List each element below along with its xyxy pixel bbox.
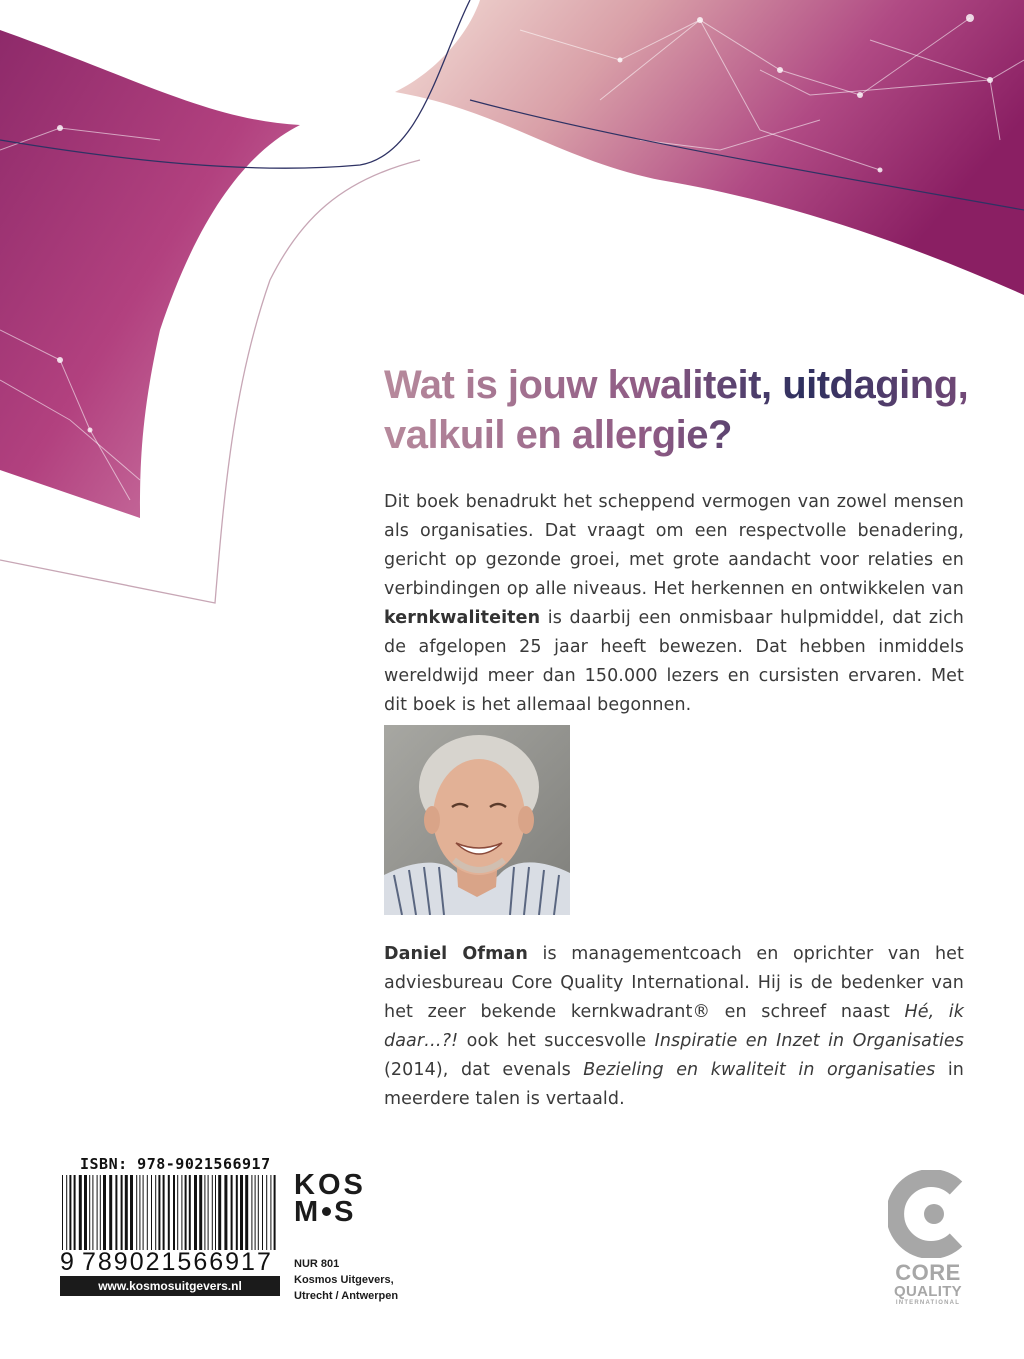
publisher-website: www.kosmosuitgevers.nl bbox=[60, 1276, 280, 1296]
barcode-block bbox=[60, 1155, 280, 1296]
publisher-city: Utrecht / Antwerpen bbox=[294, 1290, 399, 1302]
blurb-keyword: kernkwaliteiten bbox=[384, 608, 541, 628]
bio-title-1: Hé, ik daar…?! bbox=[384, 1002, 965, 1051]
core-quality-line-1: CORE bbox=[895, 1260, 961, 1285]
blurb-text-2: is daarbij een onmisbaar hulpmiddel, dat zich de afgelopen 25 jaar heeft bewezen. Dat hebben inmiddels wereldwijd meer dan 150.000 lezers en cursisten ervaren. Met dit boek is het allemaal begonnen. bbox=[384, 608, 964, 715]
bio-title-2: Inspiratie en Inzet in Organisaties bbox=[654, 1031, 964, 1051]
author-bio bbox=[384, 940, 964, 1114]
left-gradient-shape bbox=[0, 30, 300, 518]
kosmos-dot-icon bbox=[322, 1207, 331, 1216]
bio-text-2: ook het succesvolle bbox=[458, 1031, 655, 1051]
bio-text-3: (2014), dat evenals bbox=[384, 1060, 584, 1080]
nur-code: NUR 801 bbox=[294, 1258, 340, 1270]
kosmos-logo-s: S bbox=[334, 1196, 357, 1228]
core-quality-line-3: INTERNATIONAL bbox=[895, 1300, 961, 1306]
publisher-name: Kosmos Uitgevers, bbox=[294, 1274, 394, 1286]
bio-title-3: Bezieling en kwaliteit in organisaties bbox=[583, 1060, 936, 1080]
headline-line-2: valkuil en allergie? bbox=[384, 413, 732, 457]
core-quality-logo bbox=[888, 1170, 968, 1307]
isbn-label: ISBN: 978-9021566917 bbox=[80, 1155, 271, 1173]
kosmos-logo-m: M bbox=[294, 1196, 322, 1228]
blurb-text-1: Dit boek benadrukt het scheppend vermogen van zowel mensen als organisaties. Dat vraagt om een respectvolle benadering, gericht op gezonde groei, met grote aandacht voor relaties en verbindingen op alle niveaus. Het herkennen en ontwikkelen van bbox=[384, 492, 964, 599]
headline bbox=[384, 360, 984, 460]
core-quality-c-icon bbox=[888, 1170, 968, 1258]
blurb-paragraph bbox=[384, 488, 964, 720]
publisher-info bbox=[294, 1256, 424, 1304]
kosmos-logo-line-1: KOS bbox=[294, 1169, 366, 1201]
bio-text-1: is managementcoach en oprichter van het adviesbureau Core Quality International. Hij is de bedenker van het zeer bekende kernkwadrant® en schreef naast bbox=[384, 944, 964, 1022]
core-quality-line-2: QUALITY bbox=[894, 1283, 962, 1300]
ean-lead-digit: 9 bbox=[60, 1248, 76, 1276]
barcode bbox=[60, 1175, 280, 1250]
author-photo bbox=[384, 725, 570, 915]
headline-line-1: Wat is jouw kwaliteit, uitdaging, bbox=[384, 363, 969, 407]
author-name: Daniel Ofman bbox=[384, 944, 528, 964]
bio-text-4: in meerdere talen is vertaald. bbox=[384, 1060, 964, 1109]
ean-main-digits: 789021566917 bbox=[82, 1248, 273, 1276]
right-gradient-shape bbox=[395, 0, 1024, 295]
ean-digits bbox=[60, 1248, 280, 1274]
kosmos-logo bbox=[294, 1169, 376, 1228]
